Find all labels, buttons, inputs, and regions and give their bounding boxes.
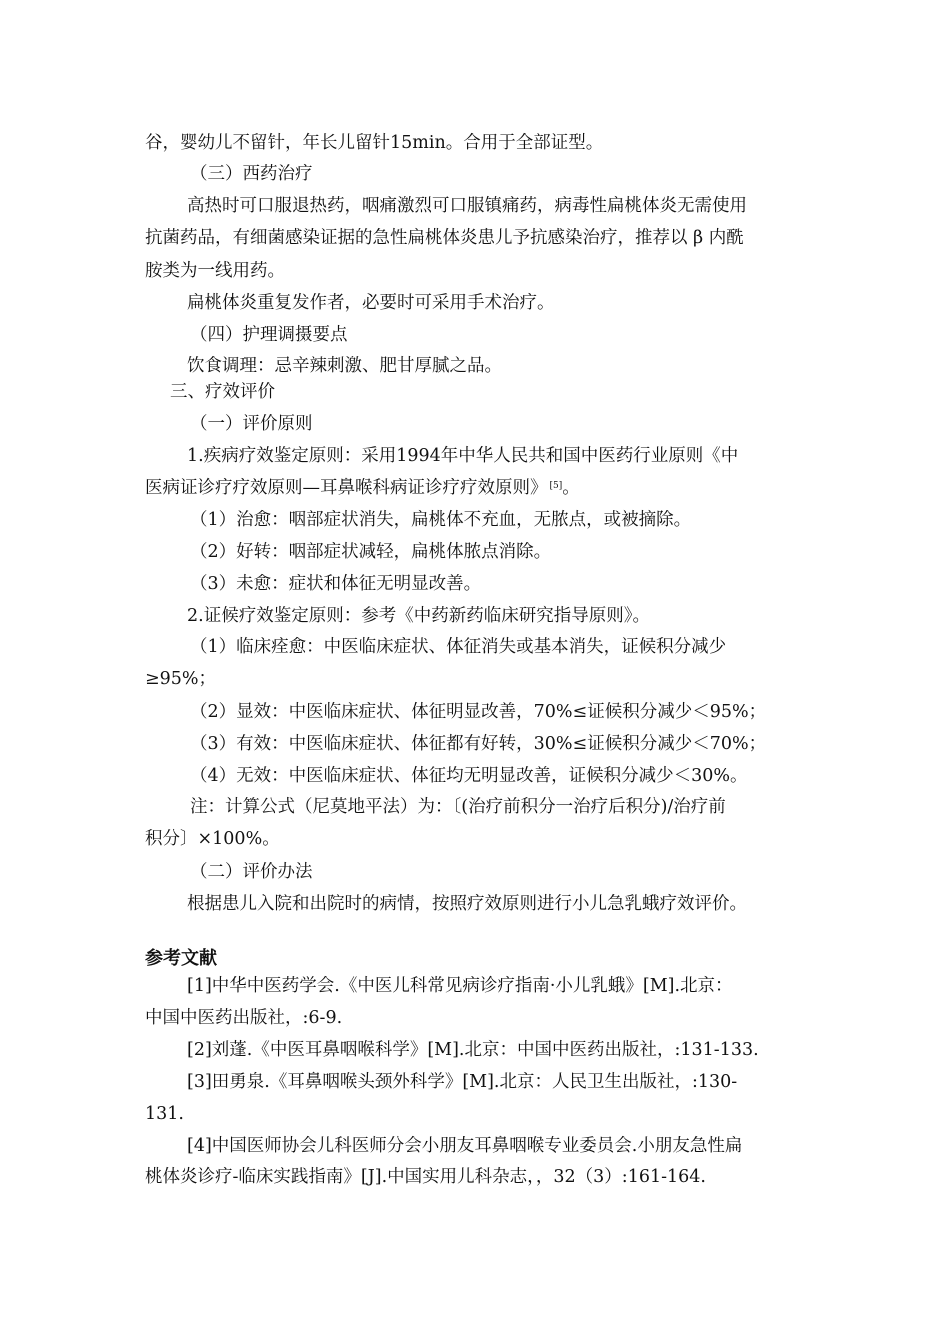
section-heading: （一）评价原则	[190, 414, 313, 434]
reference-item: 中国中医药出版社，:6-9.	[145, 1008, 343, 1028]
paragraph-line	[145, 477, 580, 499]
paragraph-line: 胺类为一线用药。	[145, 261, 285, 281]
list-item: （1）治愈：咽部症状消失，扁桃体不充血，无脓点，或被摘除。	[190, 510, 692, 530]
list-item: （2）显效：中医临床症状、体征明显改善，70%≤证候积分减少＜95%；	[190, 702, 767, 722]
reference-item: 131.	[145, 1104, 184, 1124]
reference-item: [2]刘蓬.《中医耳鼻咽喉科学》[M].北京：中国中医药出版社，:131-133.	[187, 1040, 759, 1060]
paragraph-text: 医病证诊疗疗效原则—耳鼻喉科病证诊疗疗效原则》	[145, 478, 548, 498]
note-line: 积分〕×100%。	[145, 829, 280, 849]
section-heading: 三、疗效评价	[170, 382, 275, 402]
note-line: 注：计算公式（尼莫地平法）为：〔(治疗前积分一治疗后积分)/治疗前	[190, 797, 726, 817]
reference-item: 桃体炎诊疗-临床实践指南》[J].中国实用儿科杂志，，32（3）:161-164.	[145, 1167, 706, 1187]
reference-item: [4]中国医师协会儿科医师分会小朋友耳鼻咽喉专业委员会.小朋友急性扁	[187, 1136, 743, 1156]
paragraph-line: 扁桃体炎重复发作者，必要时可采用手术治疗。	[187, 293, 555, 313]
list-item: （1）临床痊愈：中医临床症状、体征消失或基本消失，证候积分减少	[190, 637, 727, 657]
paragraph-line: 饮食调理：忌辛辣刺激、肥甘厚腻之品。	[187, 356, 502, 376]
paragraph-line: 2.证候疗效鉴定原则：参考《中药新药临床研究指导原则》。	[187, 606, 650, 626]
paragraph-line: 1.疾病疗效鉴定原则：采用1994年中华人民共和国中医药行业原则《中	[187, 446, 739, 466]
list-item: （3）有效：中医临床症状、体征都有好转，30%≤证候积分减少＜70%；	[190, 734, 767, 754]
paragraph-line: 抗菌药品，有细菌感染证据的急性扁桃体炎患儿予抗感染治疗，推荐以 β 内酰	[145, 228, 744, 248]
section-heading: （二）评价办法	[190, 862, 313, 882]
section-heading: （四）护理调摄要点	[190, 325, 348, 345]
paragraph-text: 。	[562, 478, 580, 498]
paragraph-line: 根据患儿入院和出院时的病情，按照疗效原则进行小儿急乳蛾疗效评价。	[187, 894, 747, 914]
list-item: ≥95%；	[145, 669, 217, 689]
references-heading: 参考文献	[145, 948, 217, 969]
section-heading: （三）西药治疗	[190, 164, 313, 184]
citation-marker: [5]	[549, 481, 563, 491]
list-item: （2）好转：咽部症状减轻，扁桃体脓点消除。	[190, 542, 552, 562]
reference-item: [3]田勇泉.《耳鼻咽喉头颈外科学》[M].北京：人民卫生出版社，:130-	[187, 1072, 738, 1092]
list-item: （4）无效：中医临床症状、体征均无明显改善，证候积分减少＜30%。	[190, 766, 748, 786]
list-item: （3）未愈：症状和体征无明显改善。	[190, 574, 482, 594]
paragraph-line: 谷，婴幼儿不留针，年长儿留针15min。合用于全部证型。	[145, 133, 604, 153]
paragraph-line: 高热时可口服退热药，咽痛激烈可口服镇痛药，病毒性扁桃体炎无需使用	[187, 196, 747, 216]
reference-item: [1]中华中医药学会.《中医儿科常见病诊疗指南·小儿乳蛾》[M].北京：	[187, 976, 733, 996]
